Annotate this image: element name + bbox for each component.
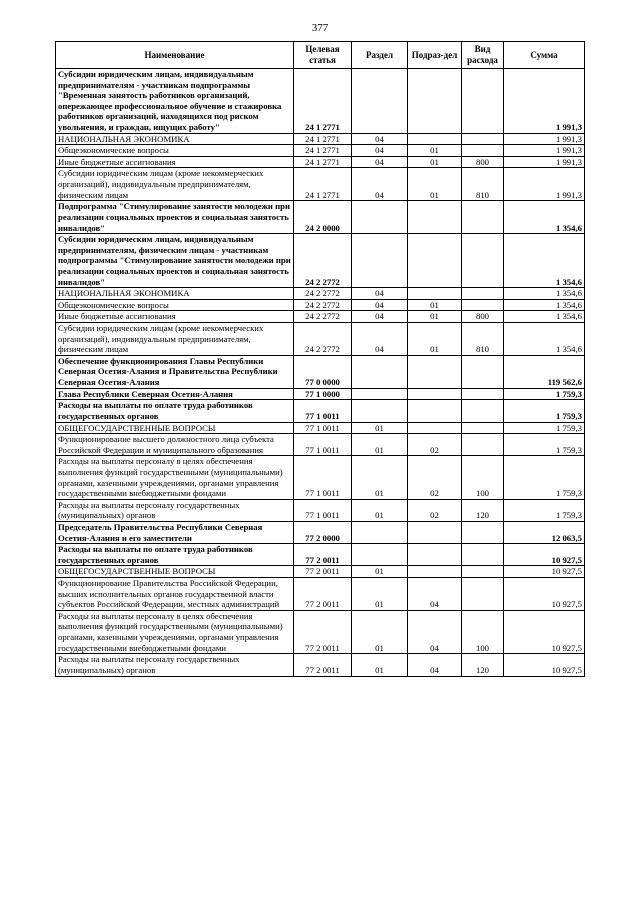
cell-amount: 12 063,5: [504, 521, 585, 543]
cell-name: НАЦИОНАЛЬНАЯ ЭКОНОМИКА: [56, 288, 294, 300]
page-number: 377: [311, 22, 329, 34]
cell-name: Подпрограмма "Стимулирование занятости молодежи при реализации социальных проектов и социальная занятость инвалидов": [56, 201, 294, 234]
table-row: [56, 201, 585, 234]
cell-expense-type: [462, 422, 504, 434]
table-row: [56, 299, 585, 311]
cell-subsection: 02: [408, 499, 462, 521]
cell-subsection: 04: [408, 578, 462, 611]
cell-expense-type: [462, 145, 504, 157]
cell-target: 24 1 2771: [294, 156, 352, 168]
cell-name: ОБЩЕГОСУДАРСТВЕННЫЕ ВОПРОСЫ: [56, 566, 294, 578]
cell-subsection: [408, 288, 462, 300]
cell-amount: 1 354,6: [504, 323, 585, 356]
cell-section: [352, 544, 408, 566]
table-row: [56, 610, 585, 653]
cell-subsection: 04: [408, 610, 462, 653]
cell-section: 04: [352, 168, 408, 201]
cell-target: 24 2 2772: [294, 288, 352, 300]
table-row: [56, 288, 585, 300]
cell-target: 24 1 2771: [294, 168, 352, 201]
cell-target: 24 2 2772: [294, 299, 352, 311]
cell-section: 01: [352, 566, 408, 578]
header-target: Целевая статья: [294, 42, 352, 69]
cell-amount: 1 991,3: [504, 156, 585, 168]
cell-name: НАЦИОНАЛЬНАЯ ЭКОНОМИКА: [56, 133, 294, 145]
table-row: [56, 499, 585, 521]
cell-name: Расходы на выплаты персоналу государственных (муниципальных) органов: [56, 654, 294, 676]
cell-name: Функционирование Правительства Российской Федерации, высших исполнительных органов государственной власти субъектов Российской Федерации, местных администраций: [56, 578, 294, 611]
table-row: [56, 400, 585, 422]
cell-name: Глава Республики Северная Осетия-Алания: [56, 388, 294, 400]
table-row: [56, 544, 585, 566]
cell-target: 24 1 2771: [294, 69, 352, 134]
cell-name: Функционирование высшего должностного лица субъекта Российской Федерации и муниципального образования: [56, 434, 294, 456]
cell-amount: 10 927,5: [504, 654, 585, 676]
cell-target: 24 2 2772: [294, 323, 352, 356]
cell-section: 01: [352, 422, 408, 434]
cell-amount: 10 927,5: [504, 566, 585, 578]
cell-section: [352, 355, 408, 388]
cell-target: 24 2 0000: [294, 201, 352, 234]
cell-amount: 1 759,3: [504, 499, 585, 521]
cell-section: 01: [352, 654, 408, 676]
cell-name: Расходы на выплаты персоналу в целях обеспечения выполнения функций государственными (муниципальными) органами, казенными учреждениями, органами управления государственными внебюджетными фондами: [56, 456, 294, 499]
cell-amount: 1 759,3: [504, 388, 585, 400]
cell-name: Председатель Правительства Республики Северная Осетия-Алания и его заместители: [56, 521, 294, 543]
cell-expense-type: 120: [462, 499, 504, 521]
cell-target: 77 1 0011: [294, 499, 352, 521]
cell-expense-type: [462, 400, 504, 422]
cell-name: Обеспечение функционирования Главы Республики Северная Осетия-Алания и Правительства Республики Северная Осетия-Алания: [56, 355, 294, 388]
budget-table: [55, 41, 585, 677]
cell-section: 01: [352, 434, 408, 456]
cell-name: Субсидии юридическим лицам (кроме некоммерческих организаций), индивидуальным предпринимателям, физическим лицам: [56, 168, 294, 201]
cell-amount: 1 759,3: [504, 422, 585, 434]
cell-subsection: [408, 422, 462, 434]
cell-subsection: 04: [408, 654, 462, 676]
cell-expense-type: 810: [462, 323, 504, 356]
cell-name: Расходы на выплаты персоналу государственных (муниципальных) органов: [56, 499, 294, 521]
header-name: Наименование: [56, 42, 294, 69]
cell-expense-type: 810: [462, 168, 504, 201]
cell-section: 04: [352, 323, 408, 356]
cell-section: 04: [352, 133, 408, 145]
cell-section: 01: [352, 578, 408, 611]
cell-target: 24 1 2771: [294, 145, 352, 157]
table-row: [56, 521, 585, 543]
cell-expense-type: [462, 566, 504, 578]
cell-expense-type: [462, 234, 504, 288]
cell-amount: 10 927,5: [504, 610, 585, 653]
cell-expense-type: [462, 355, 504, 388]
cell-amount: 1 991,3: [504, 133, 585, 145]
table-header-row: [56, 42, 585, 69]
cell-subsection: [408, 133, 462, 145]
table-row: [56, 133, 585, 145]
cell-subsection: [408, 566, 462, 578]
cell-name: Общеэкономические вопросы: [56, 145, 294, 157]
cell-amount: 119 562,6: [504, 355, 585, 388]
cell-name: Субсидии юридическим лицам, индивидуальным предпринимателям - участникам подпрограммы "Временная занятость работников организаций, опережающее профессиональное обучение и стажировка работников организаций, находящихся под риском увольнения, и граждан, ищущих работу": [56, 69, 294, 134]
table-row: [56, 323, 585, 356]
cell-section: 04: [352, 145, 408, 157]
cell-expense-type: 800: [462, 311, 504, 323]
table-row: [56, 145, 585, 157]
cell-amount: 1 354,6: [504, 201, 585, 234]
cell-amount: 1 759,3: [504, 434, 585, 456]
cell-section: 01: [352, 499, 408, 521]
cell-name: Общеэкономические вопросы: [56, 299, 294, 311]
cell-amount: 1 354,6: [504, 234, 585, 288]
cell-subsection: [408, 234, 462, 288]
table-row: [56, 578, 585, 611]
table-body: [56, 69, 585, 677]
cell-section: 01: [352, 456, 408, 499]
header-amount: Сумма: [504, 42, 585, 69]
cell-target: 77 1 0011: [294, 434, 352, 456]
cell-name: Иные бюджетные ассигнования: [56, 311, 294, 323]
cell-expense-type: [462, 578, 504, 611]
cell-target: 77 0 0000: [294, 355, 352, 388]
cell-subsection: [408, 69, 462, 134]
table-row: [56, 156, 585, 168]
cell-subsection: 01: [408, 145, 462, 157]
table-row: [56, 234, 585, 288]
cell-subsection: 02: [408, 456, 462, 499]
cell-name: Расходы на выплаты персоналу в целях обеспечения выполнения функций государственными (муниципальными) органами, казенными учреждениями, органами управления государственными внебюджетными фондами: [56, 610, 294, 653]
cell-expense-type: [462, 544, 504, 566]
cell-name: Субсидии юридическим лицам (кроме некоммерческих организаций), индивидуальным предпринимателям, физическим лицам: [56, 323, 294, 356]
cell-section: [352, 388, 408, 400]
cell-subsection: 01: [408, 311, 462, 323]
cell-name: Субсидии юридическим лицам, индивидуальным предпринимателям, физическим лицам - участникам подпрограммы "Стимулирование занятости молодежи при реализации социальных проектов и социальная занятость инвалидов": [56, 234, 294, 288]
cell-target: 77 1 0000: [294, 388, 352, 400]
cell-amount: 1 991,3: [504, 145, 585, 157]
cell-target: 77 1 0011: [294, 456, 352, 499]
cell-subsection: [408, 521, 462, 543]
cell-section: [352, 69, 408, 134]
cell-subsection: 02: [408, 434, 462, 456]
table-row: [56, 566, 585, 578]
cell-name: Расходы на выплаты по оплате труда работников государственных органов: [56, 400, 294, 422]
cell-expense-type: [462, 288, 504, 300]
table-row: [56, 388, 585, 400]
cell-target: 77 1 0011: [294, 400, 352, 422]
cell-section: 04: [352, 156, 408, 168]
cell-expense-type: 120: [462, 654, 504, 676]
cell-expense-type: 100: [462, 456, 504, 499]
cell-amount: 10 927,5: [504, 544, 585, 566]
cell-subsection: 01: [408, 323, 462, 356]
header-subsection: Подраз-дел: [408, 42, 462, 69]
cell-target: 24 1 2771: [294, 133, 352, 145]
cell-target: 77 2 0011: [294, 578, 352, 611]
table-row: [56, 654, 585, 676]
cell-target: 24 2 2772: [294, 234, 352, 288]
cell-amount: 1 759,3: [504, 400, 585, 422]
cell-target: 77 1 0011: [294, 422, 352, 434]
cell-amount: 1 759,3: [504, 456, 585, 499]
cell-target: 77 2 0011: [294, 566, 352, 578]
cell-expense-type: [462, 388, 504, 400]
cell-name: ОБЩЕГОСУДАРСТВЕННЫЕ ВОПРОСЫ: [56, 422, 294, 434]
cell-expense-type: [462, 521, 504, 543]
cell-subsection: 01: [408, 168, 462, 201]
cell-amount: 1 354,6: [504, 311, 585, 323]
cell-section: 04: [352, 311, 408, 323]
cell-subsection: 01: [408, 156, 462, 168]
cell-name: Расходы на выплаты по оплате труда работников государственных органов: [56, 544, 294, 566]
cell-target: 77 2 0011: [294, 544, 352, 566]
table-row: [56, 434, 585, 456]
cell-amount: 1 354,6: [504, 288, 585, 300]
table-row: [56, 168, 585, 201]
cell-subsection: [408, 201, 462, 234]
table-row: [56, 422, 585, 434]
header-section: Раздел: [352, 42, 408, 69]
cell-amount: 10 927,5: [504, 578, 585, 611]
cell-subsection: 01: [408, 299, 462, 311]
cell-target: 77 2 0000: [294, 521, 352, 543]
cell-section: [352, 521, 408, 543]
cell-subsection: [408, 355, 462, 388]
cell-expense-type: [462, 69, 504, 134]
cell-section: 04: [352, 288, 408, 300]
cell-section: [352, 201, 408, 234]
cell-target: 24 2 2772: [294, 311, 352, 323]
cell-expense-type: [462, 434, 504, 456]
cell-expense-type: 100: [462, 610, 504, 653]
cell-section: [352, 234, 408, 288]
cell-expense-type: [462, 201, 504, 234]
cell-section: 04: [352, 299, 408, 311]
cell-section: 01: [352, 610, 408, 653]
cell-subsection: [408, 388, 462, 400]
cell-expense-type: [462, 133, 504, 145]
cell-subsection: [408, 400, 462, 422]
table-row: [56, 311, 585, 323]
cell-subsection: [408, 544, 462, 566]
cell-amount: 1 354,6: [504, 299, 585, 311]
cell-name: Иные бюджетные ассигнования: [56, 156, 294, 168]
cell-section: [352, 400, 408, 422]
cell-expense-type: 800: [462, 156, 504, 168]
table-row: [56, 456, 585, 499]
cell-expense-type: [462, 299, 504, 311]
table-row: [56, 69, 585, 134]
header-expense-type: Вид расхода: [462, 42, 504, 69]
cell-amount: 1 991,3: [504, 69, 585, 134]
table-row: [56, 355, 585, 388]
cell-amount: 1 991,3: [504, 168, 585, 201]
cell-target: 77 2 0011: [294, 654, 352, 676]
cell-target: 77 2 0011: [294, 610, 352, 653]
